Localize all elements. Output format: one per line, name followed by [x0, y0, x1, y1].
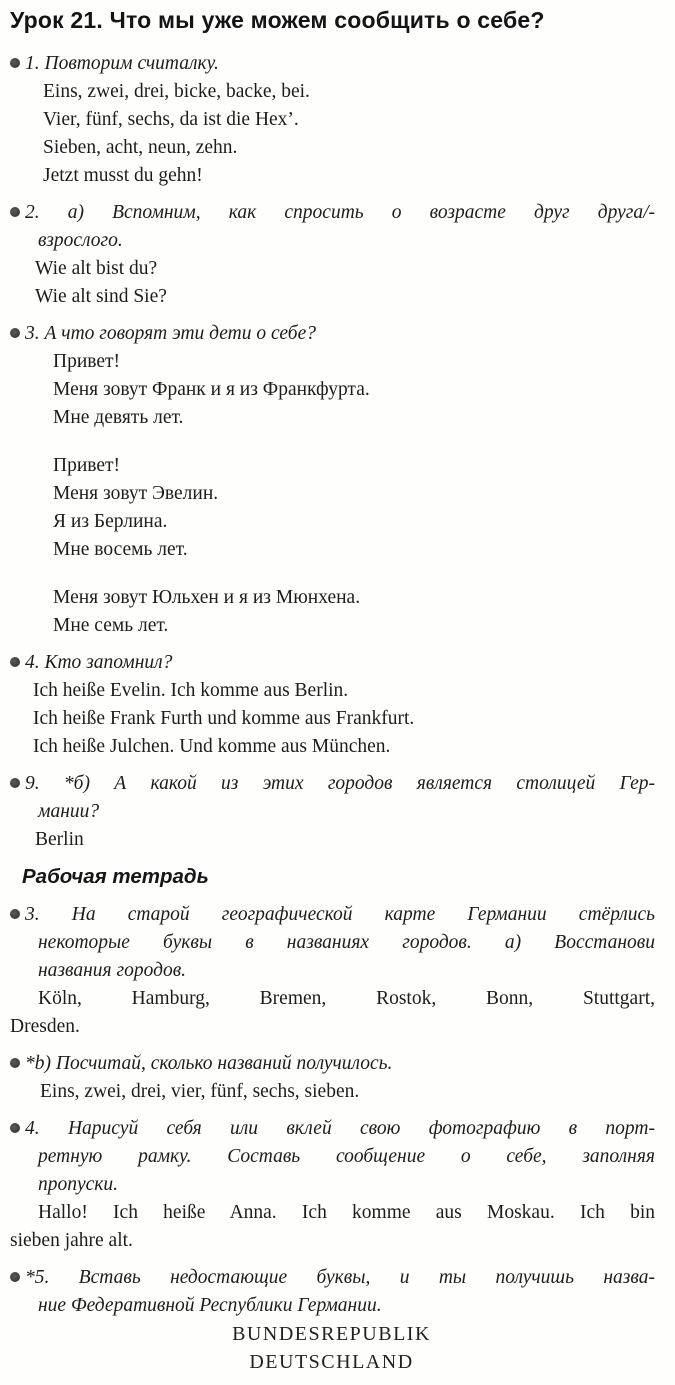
- answer-line: Привет!: [53, 351, 121, 372]
- answer-text: [8, 78, 655, 190]
- answer-line: Я из Берлина.: [53, 511, 168, 532]
- answer-line: Berlin: [35, 829, 84, 850]
- task-line: ретную рамку. Составь сообщение о себе, заполняя: [38, 1146, 655, 1167]
- page-title: Урок 21. Что мы уже можем сообщить о себе?: [10, 7, 545, 33]
- answer-line: Wie alt sind Sie?: [35, 286, 167, 307]
- bullet-icon: [10, 657, 20, 667]
- task-line: 1. Повторим считалку.: [25, 53, 219, 74]
- answer-line: Sieben, acht, neun, zehn.: [43, 137, 238, 158]
- answer-line: DEUTSCHLAND: [249, 1351, 414, 1373]
- answer-line: [8, 432, 655, 452]
- answer-text: [8, 985, 655, 1041]
- answer-line: BUNDESREPUBLIK: [232, 1323, 431, 1345]
- task-line: *5. Вставь недостающие буквы, и ты получишь назва-: [25, 1267, 655, 1288]
- task-line: 9. *б) А какой из этих городов является столицей Гер-: [25, 773, 655, 794]
- task-text: [8, 901, 655, 985]
- task-text: [8, 1264, 655, 1320]
- answer-line: Eins, zwei, drei, bicke, backe, bei.: [43, 81, 310, 102]
- task-line: 4. Кто запомнил?: [25, 652, 173, 673]
- bullet-icon: [10, 207, 20, 217]
- section-heading: Рабочая тетрадь: [22, 865, 209, 888]
- bullet-icon: [10, 1272, 20, 1282]
- task-text: [8, 1050, 655, 1078]
- bullet-icon: [10, 909, 20, 919]
- task-text: [8, 320, 655, 348]
- task-line: 2. а) Вспомним, как спросить о возрасте друг друга/-: [25, 202, 655, 223]
- task-line: названия городов.: [38, 960, 187, 981]
- task-text: [8, 649, 655, 677]
- answer-line: Мне восемь лет.: [53, 539, 188, 560]
- bullet-icon: [10, 778, 20, 788]
- task-text: [8, 770, 655, 826]
- answer-line: Ich heiße Evelin. Ich komme aus Berlin.: [33, 680, 349, 701]
- bullet-icon: [10, 1123, 20, 1133]
- answer-line: Мне семь лет.: [53, 615, 169, 636]
- bullet-icon: [10, 328, 20, 338]
- answer-text: [8, 255, 655, 311]
- answer-line: Köln, Hamburg, Bremen, Rostok, Bonn, Stuttgart,: [38, 988, 655, 1009]
- answer-line: Мне девять лет.: [53, 407, 184, 428]
- exercise-item-1-1: [8, 1050, 655, 1106]
- exercise-item-0-3: [8, 649, 655, 761]
- exercise-item-1-2: [8, 1115, 655, 1255]
- exercise-item-0-0: [8, 50, 655, 190]
- task-line: некоторые буквы в названиях городов. а) Восстанови: [38, 932, 655, 953]
- answer-text: [8, 826, 655, 854]
- exercise-item-1-3: [8, 1264, 655, 1376]
- answer-line: sieben jahre alt.: [10, 1230, 133, 1251]
- answer-text: [8, 1320, 655, 1376]
- exercise-item-0-1: [8, 199, 655, 311]
- task-line: 3. На старой географической карте Германии стёрлись: [25, 904, 655, 925]
- task-line: мании?: [38, 801, 100, 822]
- exercise-item-0-4: [8, 770, 655, 854]
- task-text: [8, 199, 655, 255]
- answer-line: Hallo! Ich heiße Anna. Ich komme aus Moskau. Ich bin: [38, 1202, 655, 1223]
- answer-line: Ich heiße Frank Furth und komme aus Frankfurt.: [33, 708, 415, 729]
- task-line: взрослого.: [38, 230, 123, 251]
- task-line: *b) Посчитай, сколько названий получилось.: [25, 1053, 393, 1074]
- task-text: [8, 1115, 655, 1199]
- bullet-icon: [10, 1058, 20, 1068]
- answer-line: Vier, fünf, sechs, da ist die Hex’.: [43, 109, 299, 130]
- answer-text: [8, 348, 655, 640]
- answer-line: Wie alt bist du?: [35, 258, 158, 279]
- answer-line: Меня зовут Эвелин.: [53, 483, 219, 504]
- answer-line: Меня зовут Юльхен и я из Мюнхена.: [53, 587, 361, 608]
- content: [8, 50, 655, 1376]
- answer-line: Меня зовут Франк и я из Франкфурта.: [53, 379, 370, 400]
- bullet-icon: [10, 58, 20, 68]
- answer-line: Jetzt musst du gehn!: [43, 165, 203, 186]
- task-line: пропуски.: [38, 1174, 119, 1195]
- answer-text: [8, 1199, 655, 1255]
- answer-line: Привет!: [53, 455, 121, 476]
- answer-line: Dresden.: [10, 1016, 80, 1037]
- task-line: ние Федеративной Республики Германии.: [38, 1295, 382, 1316]
- task-line: 4. Нарисуй себя или вклей свою фотографию в порт-: [25, 1118, 655, 1139]
- task-line: 3. А что говорят эти дети о себе?: [25, 323, 317, 344]
- answer-line: Ich heiße Julchen. Und komme aus München.: [33, 736, 391, 757]
- answer-line: Eins, zwei, drei, vier, fünf, sechs, sieben.: [40, 1081, 360, 1102]
- answer-text: [8, 1078, 655, 1106]
- answer-text: [8, 677, 655, 761]
- exercise-item-0-2: [8, 320, 655, 640]
- task-text: [8, 50, 655, 78]
- exercise-item-1-0: [8, 901, 655, 1041]
- answer-line: [8, 564, 655, 584]
